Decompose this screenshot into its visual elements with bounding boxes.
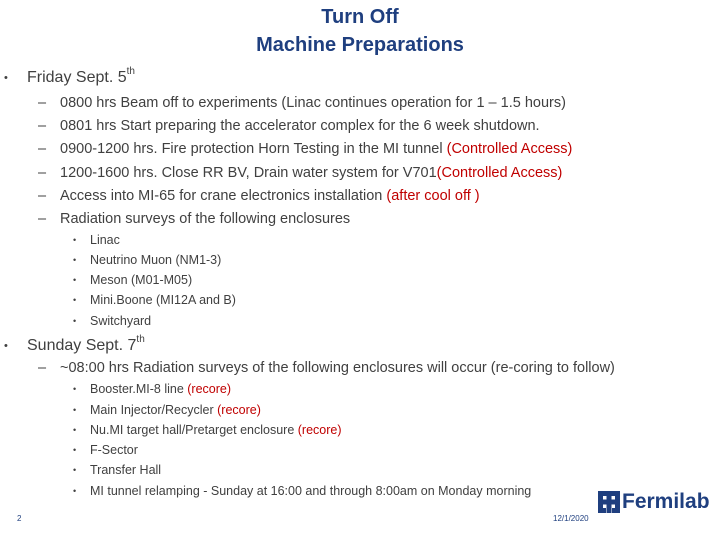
slide-title-line-1: Turn Off — [321, 6, 399, 28]
friday-heading-text: Friday Sept. 5 — [27, 69, 127, 86]
bullet: • — [73, 445, 77, 455]
bullet: • — [73, 486, 77, 496]
bullet: • — [73, 425, 77, 435]
enclosure-text: F-Sector — [90, 443, 138, 457]
enclosure-text: Main Injector/Recycler — [90, 403, 218, 417]
item-text: Access into MI-65 for crane electronics installation — [60, 188, 387, 204]
enclosure-text: Nu.MI target hall/Pretarget enclosure — [90, 423, 298, 437]
enclosure-note: (recore) — [297, 423, 342, 437]
dash: – — [38, 211, 47, 227]
item-text: 0801 hrs Start preparing the accelerator complex for the 6 week shutdown. — [60, 118, 540, 134]
enclosure-text: Neutrino Muon (NM1-3) — [90, 253, 222, 267]
item-text: 0800 hrs Beam off to experiments (Linac continues operation for 1 – 1.5 hours) — [60, 95, 566, 111]
enclosure-note: (recore) — [217, 403, 261, 417]
item-note: (after cool off ) — [386, 188, 480, 204]
item-text: Radiation surveys of the following enclosures — [60, 211, 351, 227]
item-text: 0900-1200 hrs. Fire protection Horn Testing in the MI tunnel — [60, 141, 447, 157]
item-note: (Controlled Access) — [446, 141, 573, 157]
bullet: • — [73, 316, 77, 326]
item-text: ~08:00 hrs Radiation surveys of the following enclosures will occur (re-coring to follow) — [60, 360, 615, 376]
dash: – — [38, 95, 47, 111]
page-number: 2 — [17, 514, 22, 523]
enclosure-text: MI tunnel relamping - Sunday at 16:00 and through 8:00am on Monday morning — [90, 484, 532, 498]
bullet: • — [73, 255, 77, 265]
dash: – — [38, 360, 47, 376]
enclosure-text: Mini.Boone (MI12A and B) — [90, 293, 236, 307]
bullet: • — [73, 275, 77, 285]
bullet: • — [73, 384, 77, 394]
slide-title-line-2: Machine Preparations — [256, 34, 464, 56]
fermilab-logo-icon — [598, 491, 620, 513]
sunday-heading-sup: th — [136, 333, 145, 345]
footer-date: 12/1/2020 — [553, 514, 589, 523]
enclosure-text: Transfer Hall — [90, 463, 162, 477]
dash: – — [38, 188, 47, 204]
bullet: • — [73, 405, 77, 415]
bullet: • — [4, 340, 8, 352]
fermilab-logo-text: Fermilab — [622, 490, 710, 513]
enclosure-text: Linac — [90, 233, 120, 247]
enclosure-text: Booster.MI-8 line — [90, 382, 188, 396]
dash: – — [38, 165, 47, 181]
item-note: (Controlled Access) — [436, 165, 563, 181]
bullet: • — [73, 295, 77, 305]
bullet: • — [4, 72, 8, 84]
friday-heading-sup: th — [126, 65, 135, 77]
item-text: 1200-1600 hrs. Close RR BV, Drain water system for V701 — [60, 165, 437, 181]
bullet: • — [73, 235, 77, 245]
enclosure-text: Meson (M01-M05) — [90, 273, 193, 287]
enclosure-note: (recore) — [187, 382, 232, 396]
sunday-heading-text: Sunday Sept. 7 — [27, 337, 137, 354]
dash: – — [38, 118, 47, 134]
bullet: • — [73, 465, 77, 475]
dash: – — [38, 141, 47, 157]
enclosure-text: Switchyard — [90, 314, 152, 328]
